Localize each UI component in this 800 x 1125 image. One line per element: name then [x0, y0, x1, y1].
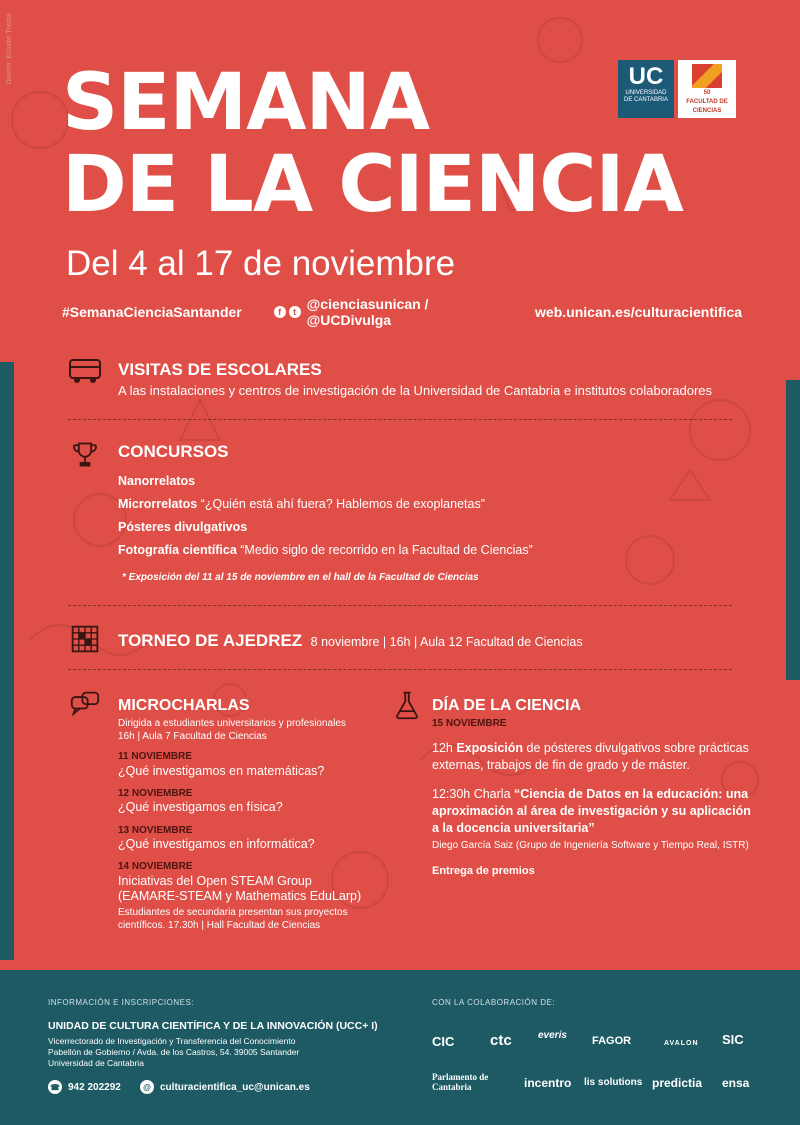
- email-address[interactable]: culturacientifica_uc@unican.es: [160, 1081, 310, 1093]
- microcharlas-location: 16h | Aula 7 Facultad de Ciencias: [118, 731, 267, 742]
- title-line-2: DE LA CIENCIA: [62, 140, 683, 230]
- talk-title-line1: Iniciativas del Open STEAM Group: [118, 874, 312, 888]
- uc-logo-sub1: UNIVERSIDAD: [625, 90, 667, 96]
- phone-number[interactable]: 942 202292: [68, 1081, 121, 1093]
- contest-name: Nanorrelatos: [118, 474, 196, 488]
- info-label: INFORMACIÓN E INSCRIPCIONES:: [48, 998, 195, 1007]
- talk-title: ¿Qué investigamos en matemáticas?: [118, 764, 325, 778]
- dia-charla-line1: [432, 787, 748, 802]
- talk-title: ¿Qué investigamos en física?: [118, 800, 283, 814]
- title-line-1: SEMANA: [62, 58, 430, 148]
- dia-exposicion-line2: externas, trabajos de fin de grado y de máster.: [432, 758, 690, 772]
- facebook-icon[interactable]: f: [274, 306, 286, 318]
- dia-exposicion: [432, 741, 752, 756]
- social-row: [62, 296, 742, 328]
- email-icon: @: [140, 1080, 154, 1094]
- website-link[interactable]: web.unican.es/culturacientifica: [535, 304, 742, 320]
- talk-date: 14 NOVIEMBRE: [118, 861, 193, 872]
- contest-microrrelatos: [118, 497, 485, 511]
- unit-name: UNIDAD DE CULTURA CIENTÍFICA Y DE LA INNOVACIÓN (UCC+ I): [48, 1020, 378, 1032]
- exposicion-text: de pósteres divulgativos sobre prácticas: [526, 741, 749, 755]
- sponsor-logo: incentro: [524, 1076, 572, 1090]
- torneo-row: [118, 631, 583, 651]
- sponsor-logo: AVALON: [664, 1040, 699, 1047]
- uc-logo-text: UC: [628, 63, 664, 90]
- sponsor-logo: FAGOR: [592, 1035, 632, 1047]
- sponsor-logo: CIC: [432, 1034, 455, 1049]
- uc-logo-sub2: DE CANTABRIA: [624, 97, 668, 103]
- social-icons: [274, 306, 301, 318]
- sponsor-logo: predictia: [652, 1076, 703, 1090]
- university-logos: [618, 60, 736, 118]
- contest-name: Pósteres divulgativos: [118, 520, 248, 534]
- exhibition-note: * Exposición del 11 al 15 de noviembre en el hall de la Facultad de Ciencias: [122, 572, 479, 583]
- contest-name: Microrrelatos: [118, 497, 198, 511]
- twitter-icon[interactable]: t: [289, 306, 301, 318]
- chessboard-icon: [68, 624, 102, 654]
- contest-name: Fotografía científica: [118, 543, 237, 557]
- collab-label: CON LA COLABORACIÓN DE:: [432, 998, 556, 1007]
- designer-credit: Diseño: Estudio Tresta: [6, 14, 13, 85]
- contest-nanorrelatos: [118, 474, 195, 488]
- talk-date: 11 NOVIEMBRE: [118, 751, 192, 762]
- contest-posteres: [118, 520, 247, 534]
- contest-desc: “¿Quién está ahí fuera? Hablemos de exoplanetas”: [200, 497, 485, 511]
- flask-icon: [390, 690, 424, 720]
- dia-ciencia-title: DÍA DE LA CIENCIA: [432, 697, 582, 714]
- charla-time: 12:30h Charla: [432, 787, 511, 801]
- exposicion-time: 12h: [432, 741, 453, 755]
- charla-title-1: “Ciencia de Datos en la educación: una: [514, 787, 749, 801]
- visitas-text: A las instalaciones y centros de investigación de la Universidad de Cantabria e institutos colaboradores: [118, 383, 713, 398]
- social-handles[interactable]: @cienciasunican / @UCDivulga: [306, 296, 429, 328]
- charla-speaker: Diego García Saiz (Grupo de Ingeniería Software y Tiempo Real, ISTR): [432, 840, 749, 851]
- email-contact[interactable]: [140, 1080, 310, 1094]
- footer: [0, 970, 800, 1125]
- address-line-2: Pabellón de Gobierno / Avda. de los Castros, 54. 39005 Santander: [48, 1047, 300, 1057]
- divider: [68, 419, 732, 420]
- dia-ciencia-date: 15 NOVIEMBRE: [432, 718, 507, 729]
- visitas-title: VISITAS DE ESCOLARES: [118, 360, 322, 379]
- exposicion-label: Exposición: [456, 741, 524, 755]
- torneo-title: TORNEO DE AJEDREZ: [118, 631, 303, 650]
- faculty-logo: [678, 60, 736, 118]
- sponsor-logo: ctc: [490, 1032, 512, 1049]
- trophy-icon: [68, 440, 102, 470]
- address-line-3: Universidad de Cantabria: [48, 1058, 144, 1068]
- sponsor-logo: SIC: [722, 1032, 744, 1047]
- address-line-1: Vicerrectorado de Investigación y Transferencia del Conocimiento: [48, 1036, 296, 1046]
- contest-desc: “Medio siglo de recorrido en la Facultad de Ciencias”: [240, 543, 533, 557]
- sponsor-logo: ensa: [722, 1076, 750, 1090]
- faculty-logo-number: 50: [703, 90, 711, 96]
- faculty-logo-sub2: CIENCIAS: [692, 108, 722, 114]
- sponsor-logo: everis: [538, 1030, 567, 1041]
- divider: [68, 605, 732, 606]
- sponsor-logo: Parlamento de Cantabria: [432, 1072, 489, 1092]
- faculty-logo-mark: [692, 64, 722, 88]
- concursos-title: CONCURSOS: [118, 442, 229, 461]
- address-block: [48, 1036, 299, 1069]
- bus-icon: [68, 356, 102, 386]
- faculty-logo-sub1: FACULTAD DE: [686, 99, 728, 105]
- awards-ceremony: Entrega de premios: [432, 865, 535, 877]
- hashtag: #SemanaCienciaSantander: [62, 304, 242, 320]
- left-accent-bar: [0, 362, 14, 960]
- phone-icon: ☎: [48, 1080, 62, 1094]
- uc-logo: [618, 60, 674, 118]
- talk-note-line1: Estudiantes de secundaria presentan sus proyectos: [118, 907, 348, 918]
- microcharlas-audience: Dirigida a estudiantes universitarios y profesionales: [118, 718, 346, 729]
- charla-title-3: a la docencia universitaria”: [432, 821, 595, 835]
- phone-contact[interactable]: [48, 1080, 121, 1094]
- right-accent-bar: [786, 380, 800, 680]
- talk-title: ¿Qué investigamos en informática?: [118, 837, 315, 851]
- divider: [68, 669, 732, 670]
- talk-date: 12 NOVIEMBRE: [118, 788, 193, 799]
- charla-title-2: aproximación al área de investigación y su aplicación: [432, 804, 751, 818]
- talk-title-line2: (EAMARE-STEAM y Mathematics EduLarp): [118, 889, 362, 903]
- talk-note-line2: científicos. 17.30h | Hall Facultad de Ciencias: [118, 920, 321, 931]
- date-range: Del 4 al 17 de noviembre: [66, 244, 456, 283]
- microcharlas-title: MICROCHARLAS: [118, 697, 250, 714]
- contest-fotografia: [118, 543, 533, 557]
- sponsor-logo: lis solutions: [584, 1077, 643, 1088]
- speech-bubbles-icon: [68, 690, 102, 720]
- talk-date: 13 NOVIEMBRE: [118, 825, 193, 836]
- torneo-text: 8 noviembre | 16h | Aula 12 Facultad de Ciencias: [310, 635, 583, 649]
